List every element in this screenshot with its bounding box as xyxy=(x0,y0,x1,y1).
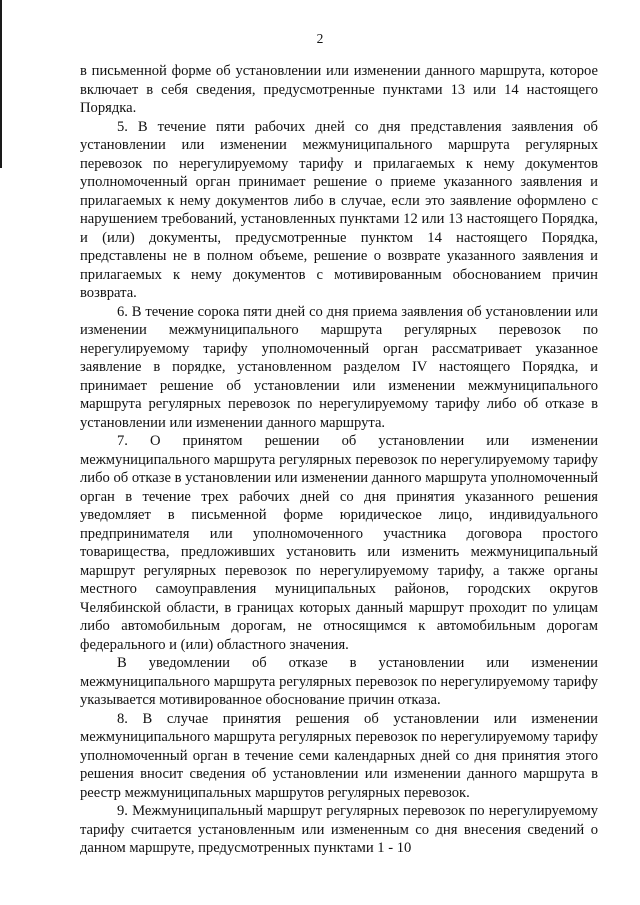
paragraph-7: 7. О принятом решении об установлении или изменении межмуниципального маршрута регулярных перевозок по нерегулируемому тарифу либо об отказе в установлении или изменении данного маршрута уполномоченный орган в течение трех рабочих дней со дня принятия указанного решения уведомляет в письменной форме юридическое лицо, индивидуального предпринимателя или уполномоченного участника договора простого товарищества, предложивших установить или изменить межмуниципальный маршрут регулярных перевозок по нерегулируемому тарифу, а также органы местного самоуправления муниципальных районов, городских округов Челябинской области, в границах которых данный маршрут проходит по улицам либо автомобильным дорогам, не относящимся к автомобильным дорогам федерального и (или) областного значения. xyxy=(80,433,598,653)
paragraph-8: 8. В случае принятия решения об установлении или изменении межмуниципального маршрута регулярных перевозок по нерегулируемому тарифу уполномоченный орган в течение семи календарных дней со дня принятия этого решения вносит сведения об установлении или изменении данного маршрута в реестр межмуниципальных маршрутов регулярных перевозок. xyxy=(80,710,598,801)
paragraph-7-notice: В уведомлении об отказе в установлении или изменении межмуниципального маршрута регулярных перевозок по нерегулируемому тарифу указывается мотивированное обоснование причин отказа. xyxy=(80,655,598,708)
page-edge-mark xyxy=(0,0,2,168)
paragraph-9: 9. Межмуниципальный маршрут регулярных перевозок по нерегулируемому тарифу считается установленным или измененным со дня внесения сведений о данном маршруте, предусмотренных пунктами 1 - 10 xyxy=(80,803,598,856)
page-number: 2 xyxy=(316,31,324,46)
paragraph-5: 5. В течение пяти рабочих дней со дня представления заявления об установлении или изменении межмуниципального маршрута регулярных перевозок по нерегулируемому тарифу и прилагаемых к нему документов уполномоченный орган принимает решение о приеме указанного заявления и прилагаемых к нему документов либо в случае, если это заявление оформлено с нарушением требований, установленных пунктами 12 или 13 настоящего Порядка, и (или) документы, предусмотренные пунктом 14 настоящего Порядка, представлены не в полном объеме, решение о возврате указанного заявления и прилагаемых к нему документов с мотивированным обоснованием причин возврата. xyxy=(80,118,598,301)
paragraph-6: 6. В течение сорока пяти дней со дня приема заявления об установлении или изменении межмуниципального маршрута регулярных перевозок по нерегулируемому тарифу уполномоченный орган рассматривает указанное заявление в порядке, установленном разделом IV настоящего Порядка, и принимает решение об установлении или изменении межмуниципального маршрута регулярных перевозок по нерегулируемому тарифу либо об отказе в установлении или изменении данного маршрута. xyxy=(80,303,598,431)
paragraph-continuation: в письменной форме об установлении или изменении данного маршрута, которое включает в себя сведения, предусмотренные пунктами 13 или 14 настоящего Порядка. xyxy=(80,63,598,116)
document-body xyxy=(80,62,598,858)
